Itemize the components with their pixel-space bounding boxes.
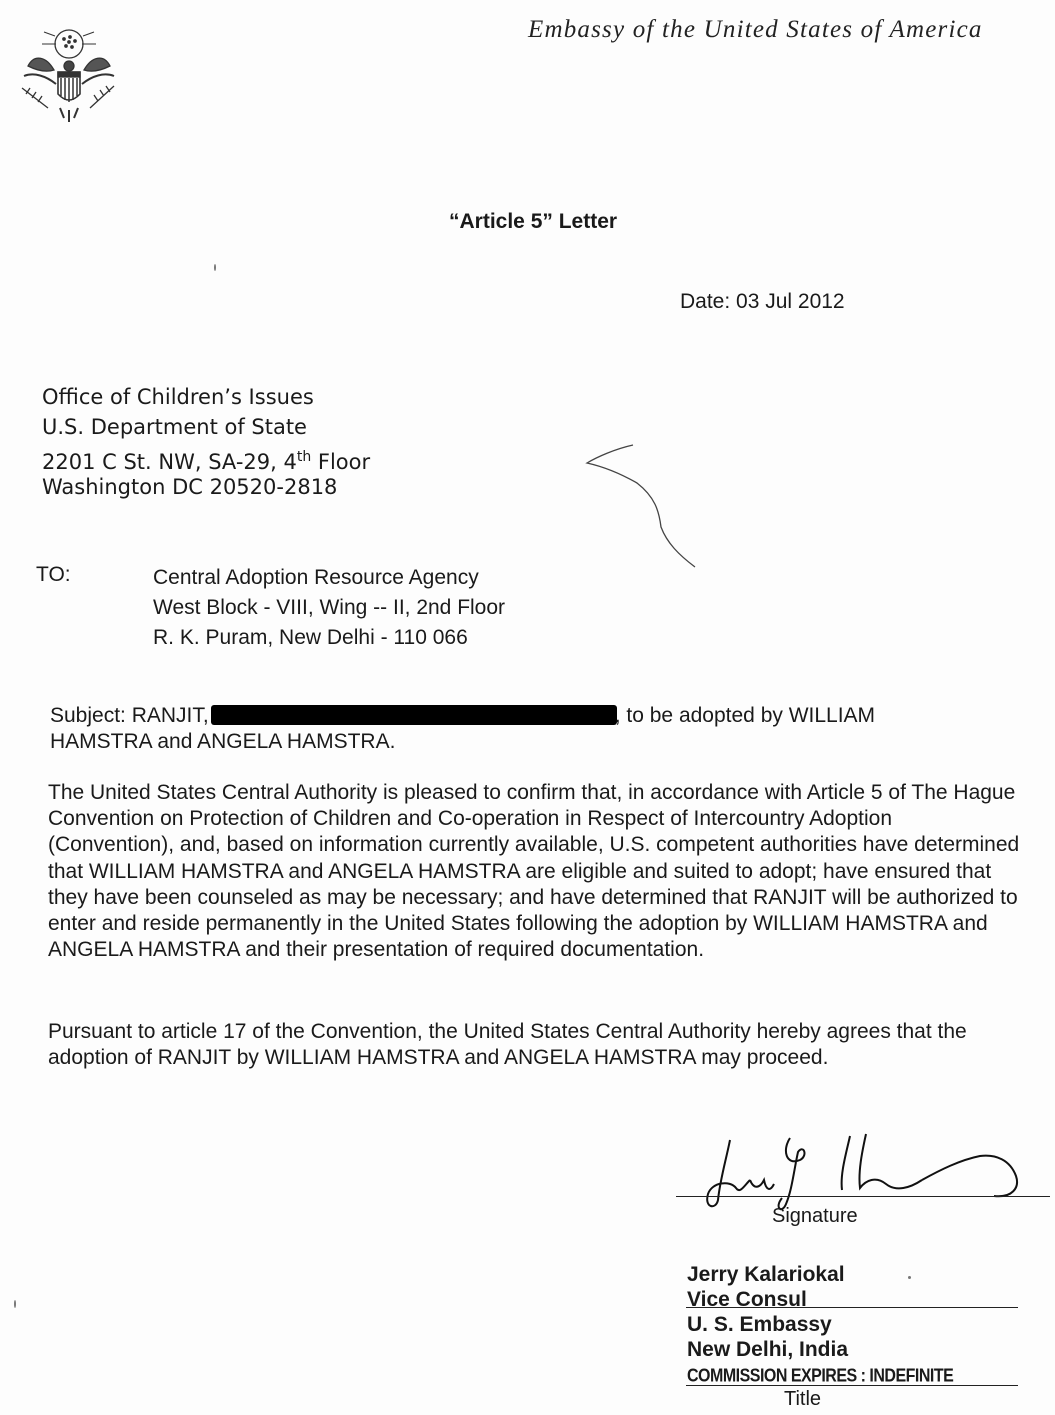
- subject-suffix: , to be adopted by WILLIAM HAMSTRA and ANGELA HAMSTRA.: [50, 704, 876, 753]
- official-stamp: [687, 1262, 953, 1387]
- subject-prefix: Subject: RANJIT,: [50, 704, 209, 727]
- to-line-2: West Block - VIII, Wing -- II, 2nd Floor: [153, 596, 506, 619]
- official-office: U. S. Embassy: [687, 1313, 832, 1336]
- official-city: New Delhi, India: [687, 1338, 849, 1361]
- redaction-bar: [211, 705, 617, 725]
- official-name: Jerry Kalariokal: [687, 1263, 845, 1286]
- stamp-line-2: [686, 1385, 1018, 1386]
- official-position: Vice Consul: [687, 1288, 807, 1311]
- to-line-3: R. K. Puram, New Delhi - 110 066: [153, 626, 468, 649]
- from-address: [42, 382, 370, 502]
- letter-title: “Article 5” Letter: [449, 210, 618, 233]
- embassy-header: Embassy of the United States of America: [528, 16, 983, 43]
- title-label: Title: [784, 1388, 822, 1410]
- subject-line: [50, 703, 980, 755]
- scan-speck: [908, 1276, 911, 1279]
- handwritten-signature: [690, 1130, 1030, 1220]
- to-address: [153, 563, 505, 653]
- from-line-4: Washington DC 20520-2818: [42, 475, 338, 499]
- body-paragraph-2: Pursuant to article 17 of the Convention, the United States Central Authority hereby agrees that the adoption of RANJIT by WILLIAM HAMSTRA and ANGELA HAMSTRA may proceed.: [48, 1020, 967, 1070]
- to-line-1: Central Adoption Resource Agency: [153, 566, 479, 589]
- to-label: TO:: [36, 563, 71, 586]
- stamp-line-1: [686, 1307, 1018, 1308]
- scan-speck: [14, 1300, 16, 1308]
- from-line-1: Office of Children’s Issues: [42, 385, 314, 409]
- letter-date: Date: 03 Jul 2012: [680, 290, 845, 313]
- from-line-3: 2201 C St. NW, SA-29, 4th Floor: [42, 449, 371, 474]
- embassy-seal-icon: [14, 14, 118, 130]
- scan-speck: [214, 264, 216, 271]
- from-line-2: U.S. Department of State: [42, 415, 307, 439]
- signature-label: Signature: [772, 1205, 858, 1227]
- body-paragraph-1: The United States Central Authority is pleased to confirm that, in accordance with Article 5 of The Hague Convention on Protection of Children and Co-operation in Respect of Intercountry Adoption (Convention), and, based on information currently available, U.S. competent authorities have determined that WILLIAM HAMSTRA and ANGELA HAMSTRA are eligible and suited to adopt; have ensured that they have been counseled as may be necessary; and have determined that RANJIT will be authorized to enter and reside permanently in the United States following the adoption by WILLIAM HAMSTRA and ANGELA HAMSTRA and their presentation of required documentation.: [48, 781, 1020, 962]
- pen-mark: [575, 435, 705, 575]
- signature-line: [676, 1196, 1050, 1197]
- commission-text: COMMISSION EXPIRES : INDEFINITE: [687, 1366, 954, 1387]
